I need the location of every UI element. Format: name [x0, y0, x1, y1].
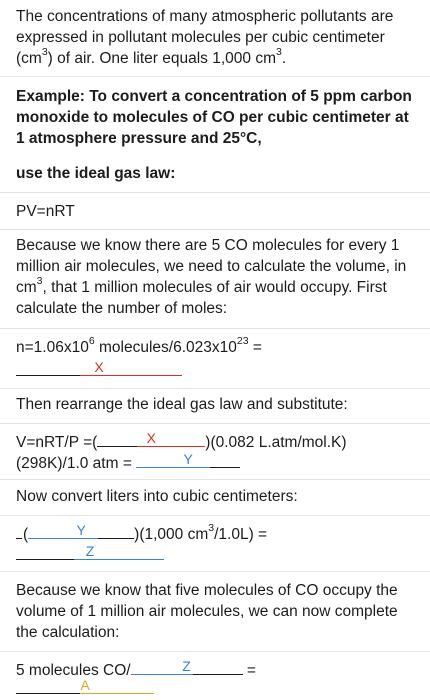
final-answer-line	[16, 676, 416, 700]
liters-text: )(1,000 cm	[134, 526, 209, 543]
divider	[0, 651, 430, 652]
rearrange-text: Then rearrange the ideal gas law and substitute:	[16, 396, 348, 413]
moles-equation	[16, 334, 416, 358]
liters-answer-blank-1	[28, 521, 134, 539]
divider	[0, 76, 430, 77]
because-paragraph-2: Because we know that five molecules of CO occupy the volume of 1 million air molecules, we can now complete the calculation:	[16, 582, 398, 641]
volume-answer-blank-2	[136, 450, 240, 468]
liters-text-2: /1.0L) =	[214, 526, 268, 543]
avogadro-exponent: 23	[236, 334, 249, 347]
because-paragraph	[16, 235, 416, 319]
divider	[0, 229, 430, 230]
final-answer-1: Z	[182, 658, 191, 674]
divider	[0, 192, 430, 193]
divider	[0, 479, 430, 480]
final-equals: =	[246, 662, 256, 679]
leading-blank	[16, 521, 22, 539]
intro-text-2: ) of air. One liter equals 1,000 cm	[47, 50, 276, 67]
moles-answer-blank	[16, 358, 182, 376]
volume-answer-2: Y	[183, 451, 193, 467]
divider	[0, 388, 430, 389]
moles-equals: =	[248, 339, 262, 356]
because-text-2: , that 1 million molecules of air would occupy. First calculate the number of moles:	[16, 279, 387, 317]
volume-text-3: (298K)/1.0 atm =	[16, 455, 132, 472]
intro-text: The concentrations of many atmospheric pollutants are expressed in pollutant molecules per cubic centimeter (cm	[16, 8, 394, 67]
final-answer-2: A	[80, 677, 90, 693]
moles-answer-line	[16, 358, 416, 382]
final-text: 5 molecules CO/	[16, 662, 131, 679]
volume-equation-line-2	[16, 450, 416, 474]
divider	[0, 571, 430, 572]
final-answer-blank-2	[16, 676, 154, 694]
ideal-gas-law-heading: use the ideal gas law:	[16, 165, 176, 182]
final-answer-blank-1	[131, 657, 243, 675]
divider	[0, 328, 430, 329]
volume-answer-blank-1	[97, 429, 205, 447]
because-superscript: 3	[36, 274, 43, 287]
volume-text: V=nRT/P =(	[16, 434, 98, 451]
intro-paragraph	[16, 6, 416, 69]
moles-answer: X	[94, 359, 104, 375]
liters-answer-line	[16, 542, 416, 566]
volume-text-2: )(0.082 L.atm/mol.K)	[205, 434, 347, 451]
liters-open-paren: (	[23, 526, 29, 543]
because-text: Because we know there are 5 CO molecules for every 1 million air molecules, we need to calculate the volume, in cm	[16, 237, 407, 296]
intro-text-3: .	[281, 50, 287, 67]
pv-equation: PV=nRT	[16, 203, 75, 220]
intro-superscript: 3	[41, 45, 48, 58]
intro-superscript-2: 3	[275, 45, 282, 58]
liters-superscript: 3	[208, 521, 215, 534]
divider	[0, 515, 430, 516]
convert-text: Now convert liters into cubic centimeters:	[16, 488, 298, 505]
liters-answer-1: Y	[76, 522, 86, 538]
moles-text: n=1.06x10	[16, 339, 89, 356]
moles-exponent: 6	[88, 334, 95, 347]
divider	[0, 423, 430, 424]
volume-answer-1: X	[146, 430, 156, 446]
liters-answer-blank-2	[16, 542, 164, 560]
liters-answer-2: Z	[85, 543, 95, 559]
moles-text-2: molecules/6.023x10	[94, 339, 237, 356]
example-heading: Example: To convert a concentration of 5 ppm carbon monoxide to molecules of CO per cubic centimeter at 1 atmosphere pressure and 25°C,	[16, 88, 412, 147]
